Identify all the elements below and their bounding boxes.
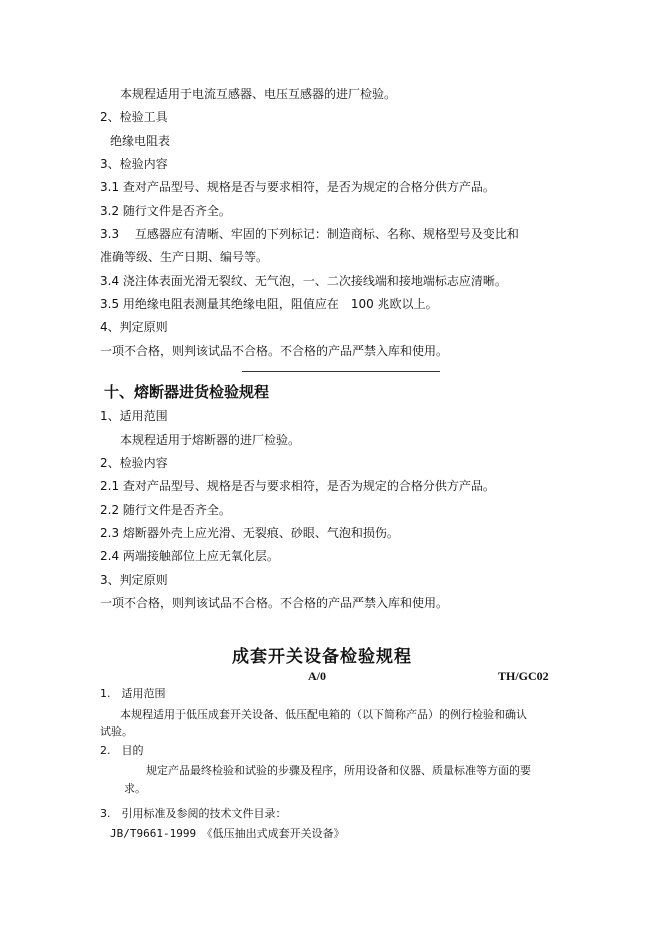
s1-item-3-5: 3.5 用绝缘电阻表测量其绝缘电阻，阻值应在 100 兆欧以上。 bbox=[100, 297, 438, 311]
s3-purpose-heading: 2. 目的 bbox=[100, 744, 144, 757]
s2-judge-heading: 3、判定原则 bbox=[100, 573, 168, 587]
s3-scope-heading: 1. 适用范围 bbox=[100, 687, 166, 700]
s2-content-heading: 2、检验内容 bbox=[100, 456, 168, 470]
s2-item-2-1: 2.1 查对产品型号、规格是否与要求相符，是否为规定的合格分供方产品。 bbox=[100, 479, 495, 493]
s1-tools-heading: 2、检验工具 bbox=[100, 110, 168, 124]
section-divider bbox=[242, 371, 440, 372]
s1-intro: 本规程适用于电流互感器、电压互感器的进厂检验。 bbox=[120, 87, 397, 101]
s1-item-3-2: 3.2 随行文件是否齐全。 bbox=[100, 204, 231, 218]
s2-title: 十、熔断器进货检验规程 bbox=[104, 383, 270, 401]
s3-ref-item: JB/T9661-1999 《低压抽出式成套开关设备》 bbox=[110, 827, 345, 840]
s1-item-3-4: 3.4 浇注体表面光滑无裂纹、无气泡，一、二次接线端和接地端标志应清晰。 bbox=[100, 274, 507, 288]
s2-scope: 本规程适用于熔断器的进厂检验。 bbox=[120, 433, 301, 447]
s2-item-2-4: 2.4 两端接触部位上应无氧化层。 bbox=[100, 549, 279, 563]
s3-ref-heading: 3. 引用标准及参阅的技术文件目录： bbox=[100, 807, 287, 820]
s2-item-2-3: 2.3 熔断器外壳上应光滑、无裂痕、砂眼、气泡和损伤。 bbox=[100, 526, 399, 540]
s2-scope-heading: 1、适用范围 bbox=[100, 409, 168, 423]
s3-purpose-line1: 规定产品最终检验和试验的步骤及程序，所用设备和仪器、质量标准等方面的要 bbox=[146, 764, 531, 777]
s1-item-3-3-cont: 准确等级、生产日期、编号等。 bbox=[100, 250, 269, 264]
s1-judge: 一项不合格，则判该试品不合格。不合格的产品严禁入库和使用。 bbox=[100, 344, 449, 358]
s1-item-3-1: 3.1 查对产品型号、规格是否与要求相符，是否为规定的合格分供方产品。 bbox=[100, 180, 495, 194]
s3-code: TH/GC02 bbox=[498, 669, 549, 683]
s3-title: 成套开关设备检验规程 bbox=[232, 647, 412, 667]
s1-judge-heading: 4、判定原则 bbox=[100, 320, 168, 334]
s3-scope-line2: 试验。 bbox=[100, 725, 133, 738]
s1-tool: 绝缘电阻表 bbox=[110, 134, 171, 148]
s3-purpose-line2: 求。 bbox=[124, 782, 146, 795]
s3-scope-line1: 本规程适用于低压成套开关设备、低压配电箱的（以下简称产品）的例行检验和确认 bbox=[120, 708, 527, 721]
s2-judge: 一项不合格，则判该试品不合格。不合格的产品严禁入库和使用。 bbox=[100, 596, 449, 610]
s3-version: A/0 bbox=[308, 669, 326, 683]
s1-content-heading: 3、检验内容 bbox=[100, 157, 168, 171]
s1-item-3-3: 3.3 互感器应有清晰、牢固的下列标记：制造商标、名称、规格型号及变比和 bbox=[100, 227, 519, 241]
s2-item-2-2: 2.2 随行文件是否齐全。 bbox=[100, 503, 231, 517]
